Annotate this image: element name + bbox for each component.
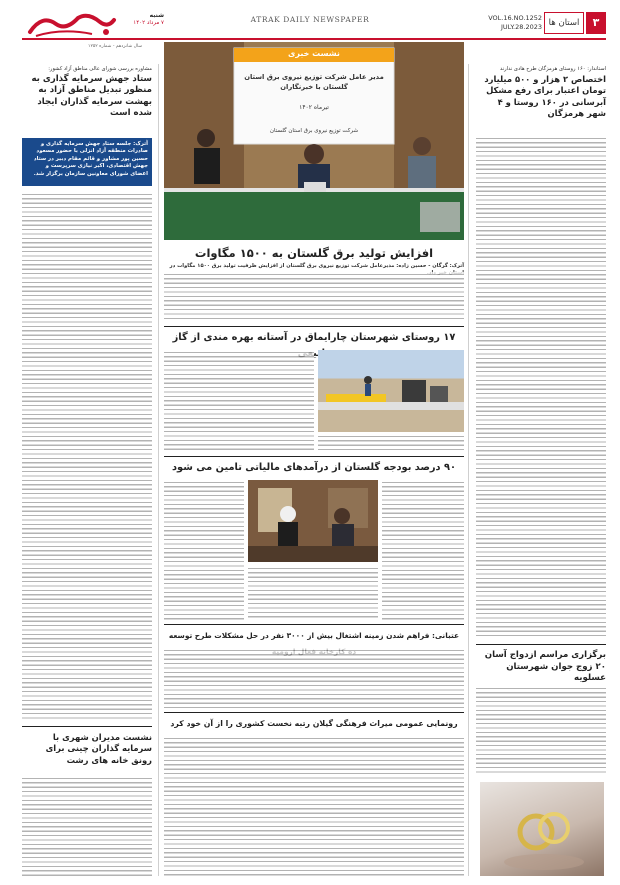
- left-divider: [22, 726, 152, 727]
- page-number: ۳: [586, 12, 606, 34]
- date-fa: ۷ مرداد ۱۴۰۲: [133, 20, 164, 26]
- story3-body-left: [164, 480, 244, 620]
- date-day: شنبه: [149, 12, 164, 19]
- top-story-photo: [164, 42, 464, 240]
- right-column: [476, 64, 606, 876]
- top-story-lead: آترک: گرگان - حسین زاده: مدیرعامل شرکت توزیع نیروی برق گلستان از افزایش ظرفیت تولید برق ۱۵۰۰ مگاوات در: [169, 263, 464, 269]
- date-en: JULY.28.2023: [500, 23, 542, 31]
- story2-photo: [318, 350, 464, 432]
- banner-subtitle: مدیر عامل شرکت توزیع نیروی برق استان گلستان با خبرنگاران: [244, 73, 384, 91]
- banner-title: نشست خبری: [288, 49, 340, 58]
- left-bottom-body: [22, 776, 152, 876]
- right-bottom-headline: برگزاری مراسم ازدواج آسان ۲۰ زوج جوان شهرستان عسلویه: [484, 650, 606, 684]
- right-divider: [476, 644, 606, 645]
- story3-photo: [248, 480, 378, 562]
- rule-story5: [164, 712, 464, 713]
- story3-body-right: [382, 480, 464, 620]
- story2-caption-text: [318, 434, 464, 450]
- rule-story4: [164, 624, 464, 625]
- left-col-rule: [158, 64, 159, 876]
- masthead-rule: [22, 38, 606, 40]
- story4-body: [164, 648, 464, 708]
- story2-headline: ۱۷ روستای شهرستان چارایماق در آستانه بهره مندی از گاز: [172, 332, 456, 343]
- atrak-logo-icon: [22, 10, 118, 40]
- right-bottom-body: [476, 686, 606, 776]
- story4-headline: عتبانی: فراهم شدن زمینه اشتغال بیش از ۳۰۰۰ نفر در حل مشکلات طرح توسعه: [168, 631, 460, 640]
- left-bottom-headline: نشست مدیران شهری با سرمایه گذاران چینی برای رونق خانه های رشت: [45, 732, 152, 765]
- banner-footer: شرکت توزیع نیروی برق استان گلستان: [269, 128, 359, 134]
- logo: [22, 10, 118, 40]
- story3-headline: ۹۰ درصد بودجه گلستان از درآمدهای مالیاتی تامین می شود: [172, 462, 456, 473]
- newspaper-name: ATRAK DAILY NEWSPAPER: [250, 15, 370, 24]
- top-story-body: [164, 272, 464, 322]
- left-headline: ستاد جهش سرمایه گذاری به منظور تبدیل مناطق آزاد به بهشت سرمایه گذاران ایجاد شده است: [31, 74, 152, 119]
- vol-number: VOL.16.NO.1252: [488, 14, 542, 22]
- story2-body: [164, 350, 314, 450]
- rule-story2: [164, 326, 464, 327]
- right-kicker: استاندار: ۱۶۰ روستای هرمزگان طرح هادی ندارند: [499, 66, 606, 72]
- right-col-rule: [468, 64, 469, 876]
- top-story-headline: افزایش تولید برق گلستان به ۱۵۰۰ مگاوات: [194, 246, 434, 260]
- left-kicker: مشاوره بررسی شورای عالی مناطق آزاد کشور:: [48, 66, 152, 72]
- left-lead: آترک: جلسه ستاد جهش سرمایه گذاری و صادرات منطقه آزاد انزلی با حضور مسعود حسین پور مشاور و قائم مقام دبیر در ستاد جهش اقتصادی، اکبر نیازی سرپرست و اعضای شورای معاونین سازمان برگزار شد.: [22, 138, 152, 186]
- story5-headline: رونمایی عمومی میراث فرهنگی گیلان رتبه نخست کشوری را از آن خود کرد: [170, 719, 458, 728]
- issue-line: سال شانزدهم - شماره ۱۲۵۲: [88, 44, 142, 49]
- left-column: [22, 64, 152, 876]
- banner-date: تیرماه ۱۴۰۲: [299, 104, 329, 111]
- right-headline: اختصاص ۲ هزار و ۵۰۰ میلیارد تومان اعتبار برای رفع مشکل آبرسانی در ۱۶۰ روستا و ۴ شهر هرمزگان: [484, 74, 606, 119]
- section-label: استان ها: [544, 12, 584, 34]
- story3-body-below: [248, 566, 378, 620]
- right-body-text: [476, 136, 606, 638]
- story5-body: [164, 736, 464, 876]
- wedding-rings-photo: [480, 782, 604, 876]
- rule-story3: [164, 456, 464, 457]
- left-body-text: [22, 192, 152, 720]
